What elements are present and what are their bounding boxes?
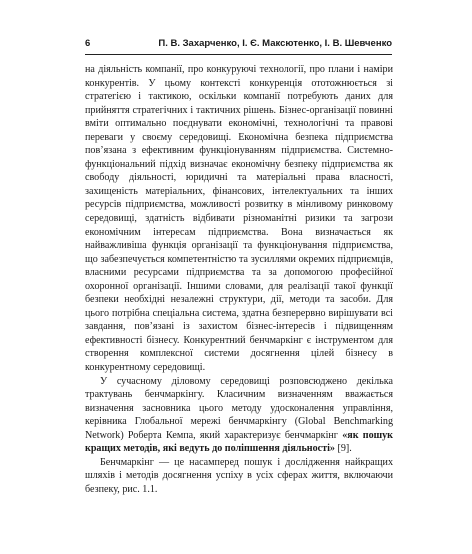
page-number: 6 <box>85 38 91 49</box>
header-rule <box>85 54 392 55</box>
paragraph-2-text: У сучасному діловому середовищі розповсюджено декілька трактувань бенчмаркінгу. Класичним визначенням вважається визначення засновника цього методу удосконалення управління, керівника Глобальної мережі бенчмаркінгу (Global Benchmarking Network) Роберта Кемпа, який характеризує бенчмаркінг <box>85 375 393 441</box>
paragraph-1: на діяльність компанії, про конкуруючі технології, про плани і наміри конкурентів. У цьому контексті конкуренція ототожнюється зі стратегією і тактикою, оскільки компанії потребують даних для прийняття стратегічних і тактичних рішень. Бізнес-організації повинні вміти оптимально поєднувати економічні, технологічні та правові переваги у своєму середовищі. Економічна безпека підприємства пов’язана з ефективним функціонуванням підприємства. Системно-функціональний підхід визначає економічну безпеку підприємства як свободу діяльності, юридичні та матеріальні права власності, захищеність матеріальних, фінансових, інтелектуальних та інших ресурсів підприємства, можливості розвитку в мінливому ринковому середовищі, здатність відбивати різноманітні ризики та загрози економічним інтересам підприємства. Вона визначається як найважливіша функція організації та функціонування підприємства, що забезпечується компетентністю та зусиллями окремих підприємців, власними ресурсами підприємства та за допомогою професійної охоронної організації. Іншими словами, для реалізації такої функції безпеки необхідні незалежні структури, дії, методи та засоби. Для цього потрібна спеціальна система, здатна безперервно вирішувати всі завдання, пов’язані із захистом бізнес-інтересів і підвищенням ефективності бізнесу. Конкурентний бенчмаркінг є інструментом для створення комплексної системи досягнення цілей бізнесу в конкурентному середовищі. <box>85 64 393 374</box>
paragraph-3: Бенчмаркінг — це насамперед пошук і дослідження найкращих шляхів і методів досягнення успіху в усіх сферах життя, включаючи безпеку, рис. 1.1. <box>85 456 393 495</box>
body-text <box>85 63 393 497</box>
paragraph-2 <box>85 375 393 456</box>
header-authors: П. В. Захарченко, І. Є. Максютенко, І. В. Шевченко <box>158 38 392 49</box>
running-header <box>85 38 392 52</box>
citation: [9]. <box>334 443 352 455</box>
quote-bold: «як пошук кращих методів, які ведуть до поліпшення діяльності» <box>85 429 394 455</box>
